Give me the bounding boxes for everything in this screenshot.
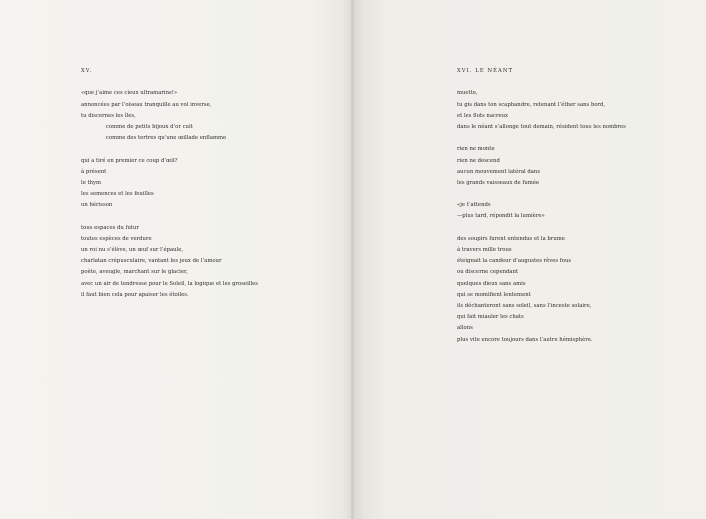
verse-line: qui se momifient lentement [457, 291, 531, 298]
verse-line: poète, aveugle, marchant sur le glacier, [81, 269, 188, 276]
poem-heading: XVI. LE NÉANT [457, 68, 514, 74]
verse-line: plus vite encore toujours dans l’autre hémisphère. [457, 336, 593, 343]
stanza-break [457, 133, 626, 144]
verse-line: les semences et les feuilles [81, 191, 154, 198]
verse-line: un roi nu s’élève, un œuf sur l’épaule, [81, 247, 184, 253]
verse-line: aucun mouvement latéral dans [457, 168, 541, 175]
verse-line: quelques dieux sans amis [457, 280, 526, 287]
poem-heading: XV. [81, 68, 93, 74]
right-page [353, 0, 706, 519]
verse-line-indented: comme de petits bijoux d’or cuit [106, 123, 193, 130]
verse-line: et les flots nacreux [457, 112, 509, 119]
verse-line: muette, [457, 90, 478, 97]
verse-line: avec un air de tendresse pour le Soleil, la logique et les groseilles [81, 280, 259, 287]
stanza [81, 223, 258, 301]
stanza [457, 144, 626, 189]
poem-xv [81, 66, 258, 301]
verse-line: annoncées par l’oiseau tranquille au vol inverse, [81, 101, 212, 108]
verse-line: toutes espèces de verdure [81, 235, 152, 242]
verse-line: un hérisson [81, 202, 113, 209]
verse-line: tous espaces du futur [81, 224, 139, 231]
stanza-break [457, 189, 626, 200]
poem-xvi [457, 66, 626, 346]
verse-line: à travers mille trous [457, 247, 512, 253]
verse-line: qui fait miauler les chats [457, 314, 524, 321]
stanza [457, 234, 626, 346]
verse-line: «je t’attends [457, 202, 491, 209]
verse-line: tu discernes les îles, [81, 112, 136, 119]
verse-line: des soupirs furent entendus et la brume [457, 235, 565, 242]
book-gutter [351, 0, 354, 519]
stanza-break [81, 211, 258, 222]
verse-line: il faut bien cela pour apaiser les étoiles. [81, 291, 189, 298]
verse-line: tu gis dans ton scaphandre, retenant l’éther sans bord, [457, 101, 606, 108]
verse-line-indented: comme des tertres qu’une œillade enflamme [106, 135, 227, 142]
verse-line: à présent [81, 168, 107, 175]
stanza-break [81, 144, 258, 155]
verse-line: ils déchanteront sans soleil, sans l’inceste solaire, [457, 302, 592, 309]
verse-line: rien ne descend [457, 157, 500, 164]
stanza [457, 200, 626, 222]
stanza [457, 88, 626, 133]
verse-line: les grands vaisseaux de fumée [457, 179, 540, 186]
verse-line: éteignait la candeur d’augustes rêves fous [457, 258, 572, 265]
verse-line: dans le néant s’allonge tout demain, résident tous les nombres [457, 123, 626, 130]
stanza-break [457, 223, 626, 234]
verse-line: qui a tiré en premier ce coup d’œil? [81, 157, 178, 164]
stanza [81, 88, 258, 144]
verse-line: «que j’aime ces cieux ultramarins!» [81, 90, 178, 97]
verse-line: —plus tard, répondit la lumière» [457, 213, 545, 220]
stanza [81, 156, 258, 212]
verse-line: le thym [81, 179, 102, 186]
verse-line: rien ne monte [457, 146, 495, 153]
verse-line: allons [457, 325, 473, 332]
verse-line: charlatan crépusculaire, vantant les jeux de l’amour [81, 258, 222, 265]
verse-line: ou discerne cependant [457, 269, 519, 276]
